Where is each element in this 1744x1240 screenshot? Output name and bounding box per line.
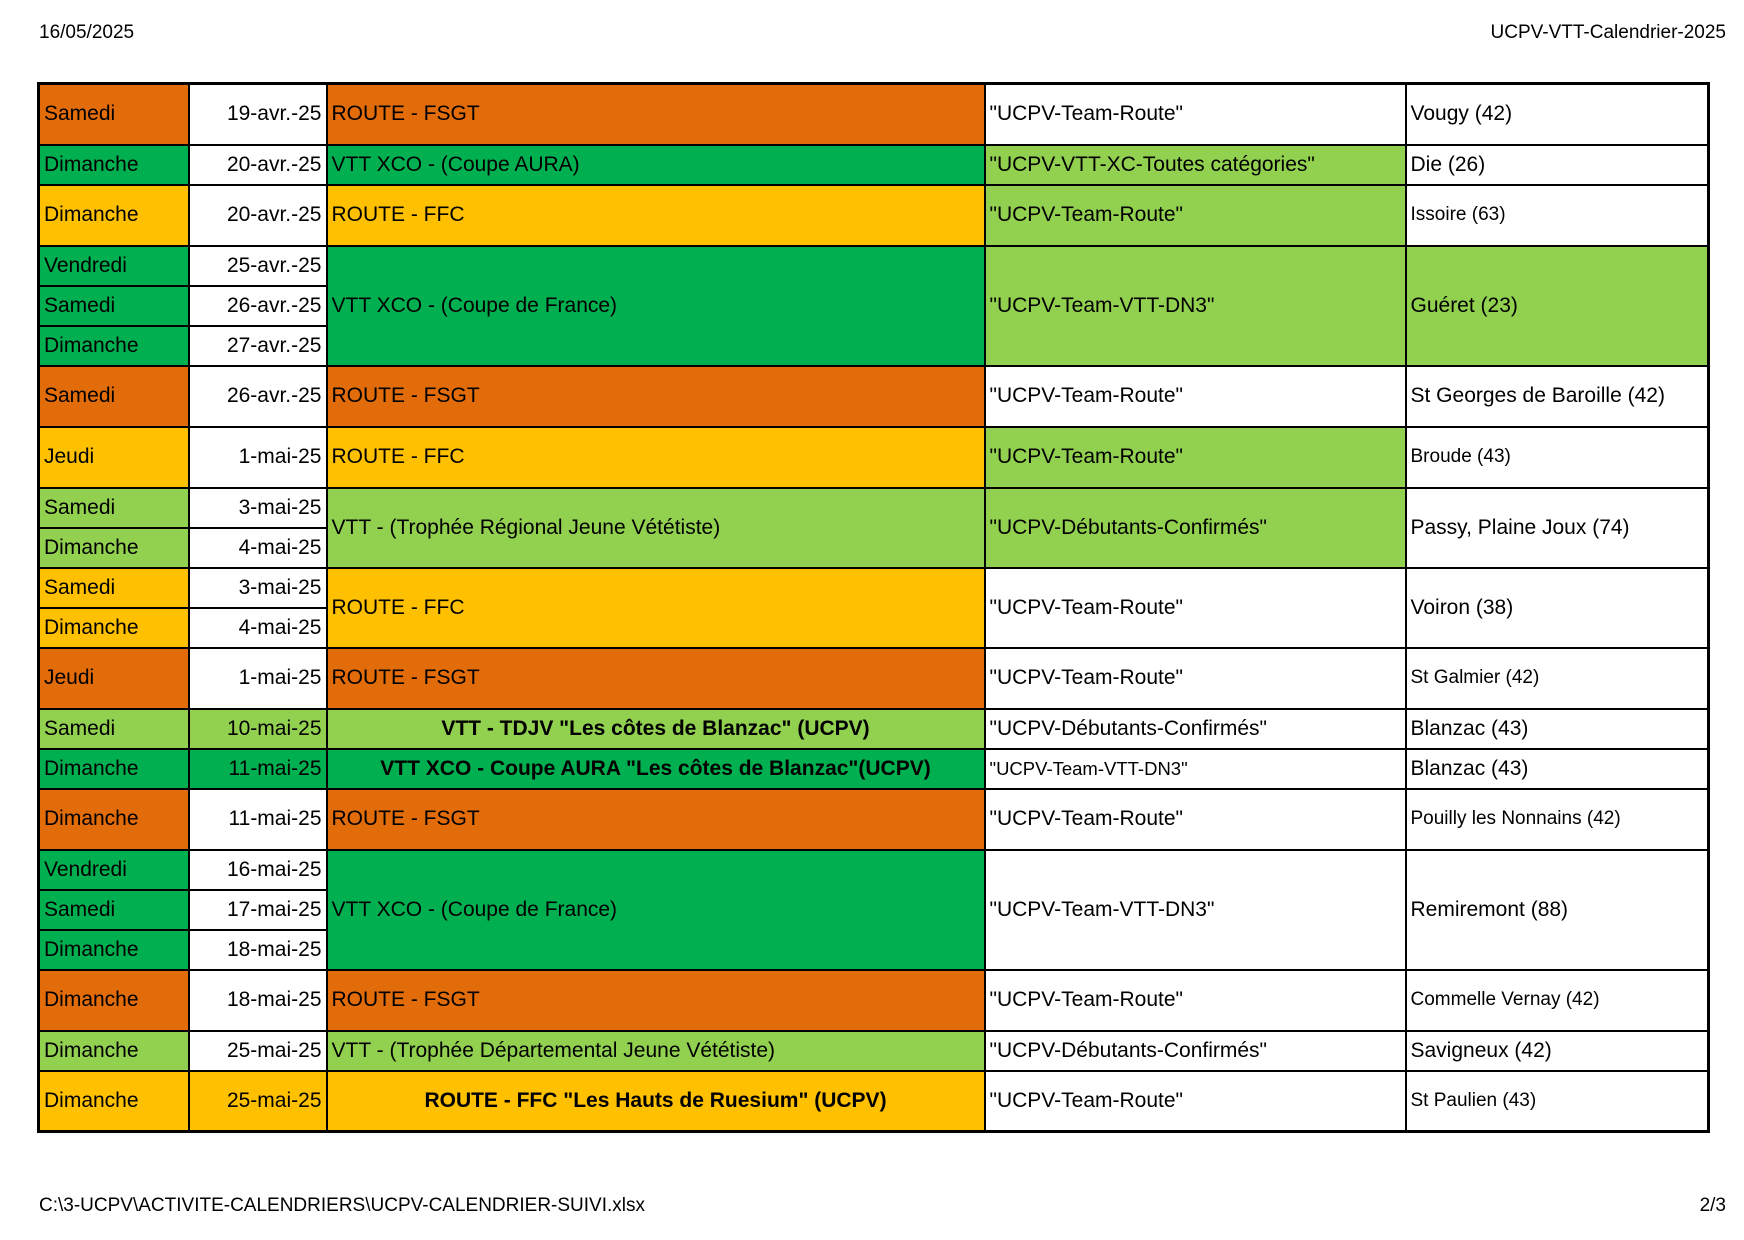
location-cell: Commelle Vernay (42) xyxy=(1406,970,1709,1031)
day-cell: Samedi xyxy=(39,890,189,930)
location-cell: Voiron (38) xyxy=(1406,568,1709,648)
location-cell: Vougy (42) xyxy=(1406,84,1709,145)
team-cell: "UCPV-Team-Route" xyxy=(985,648,1406,709)
table-row xyxy=(39,185,1709,246)
date-cell: 26-avr.-25 xyxy=(189,366,327,427)
team-cell: "UCPV-VTT-XC-Toutes catégories" xyxy=(985,145,1406,185)
location-cell: Guéret (23) xyxy=(1406,246,1709,366)
day-cell: Dimanche xyxy=(39,528,189,568)
location-cell: St Georges de Baroille (42) xyxy=(1406,366,1709,427)
date-cell: 25-mai-25 xyxy=(189,1071,327,1132)
team-cell: "UCPV-Team-Route" xyxy=(985,970,1406,1031)
table-row xyxy=(39,427,1709,488)
day-cell: Samedi xyxy=(39,84,189,145)
table-row xyxy=(39,789,1709,850)
date-cell: 3-mai-25 xyxy=(189,488,327,528)
team-cell: "UCPV-Team-Route" xyxy=(985,84,1406,145)
day-cell: Jeudi xyxy=(39,427,189,488)
day-cell: Dimanche xyxy=(39,145,189,185)
location-cell: Passy, Plaine Joux (74) xyxy=(1406,488,1709,568)
table-row xyxy=(39,709,1709,749)
table-row xyxy=(39,145,1709,185)
table-row xyxy=(39,488,1709,528)
event-cell: VTT XCO - (Coupe de France) xyxy=(327,246,985,366)
event-cell: ROUTE - FSGT xyxy=(327,789,985,850)
date-cell: 17-mai-25 xyxy=(189,890,327,930)
day-cell: Samedi xyxy=(39,709,189,749)
team-cell: "UCPV-Team-Route" xyxy=(985,1071,1406,1132)
day-cell: Dimanche xyxy=(39,1071,189,1132)
event-cell: ROUTE - FFC xyxy=(327,185,985,246)
table-row xyxy=(39,84,1709,145)
location-cell: Pouilly les Nonnains (42) xyxy=(1406,789,1709,850)
event-cell: ROUTE - FSGT xyxy=(327,970,985,1031)
event-cell: VTT - (Trophée Départemental Jeune Vététiste) xyxy=(327,1031,985,1071)
date-cell: 20-avr.-25 xyxy=(189,145,327,185)
table-row xyxy=(39,749,1709,789)
table-row xyxy=(39,648,1709,709)
location-cell: Savigneux (42) xyxy=(1406,1031,1709,1071)
day-cell: Dimanche xyxy=(39,930,189,970)
team-cell: "UCPV-Team-Route" xyxy=(985,427,1406,488)
day-cell: Dimanche xyxy=(39,1031,189,1071)
location-cell: Blanzac (43) xyxy=(1406,749,1709,789)
date-cell: 26-avr.-25 xyxy=(189,286,327,326)
event-cell: VTT - TDJV "Les côtes de Blanzac" (UCPV) xyxy=(327,709,985,749)
table-row xyxy=(39,1031,1709,1071)
team-cell: "UCPV-Débutants-Confirmés" xyxy=(985,709,1406,749)
day-cell: Samedi xyxy=(39,568,189,608)
day-cell: Dimanche xyxy=(39,749,189,789)
event-cell: ROUTE - FFC xyxy=(327,568,985,648)
event-cell: ROUTE - FFC xyxy=(327,427,985,488)
print-date: 16/05/2025 xyxy=(39,22,135,43)
day-cell: Samedi xyxy=(39,286,189,326)
day-cell: Dimanche xyxy=(39,608,189,648)
location-cell: St Galmier (42) xyxy=(1406,648,1709,709)
day-cell: Jeudi xyxy=(39,648,189,709)
date-cell: 4-mai-25 xyxy=(189,608,327,648)
date-cell: 16-mai-25 xyxy=(189,850,327,890)
location-cell: Broude (43) xyxy=(1406,427,1709,488)
day-cell: Dimanche xyxy=(39,789,189,850)
location-cell: Remiremont (88) xyxy=(1406,850,1709,970)
team-cell: "UCPV-Team-VTT-DN3" xyxy=(985,850,1406,970)
date-cell: 19-avr.-25 xyxy=(189,84,327,145)
date-cell: 25-avr.-25 xyxy=(189,246,327,286)
event-cell: ROUTE - FFC "Les Hauts de Ruesium" (UCPV) xyxy=(327,1071,985,1132)
day-cell: Samedi xyxy=(39,366,189,427)
event-cell: ROUTE - FSGT xyxy=(327,366,985,427)
calendar-table xyxy=(37,82,1710,1133)
event-cell: ROUTE - FSGT xyxy=(327,84,985,145)
date-cell: 27-avr.-25 xyxy=(189,326,327,366)
location-cell: Blanzac (43) xyxy=(1406,709,1709,749)
date-cell: 18-mai-25 xyxy=(189,970,327,1031)
table-row xyxy=(39,1071,1709,1132)
day-cell: Dimanche xyxy=(39,970,189,1031)
date-cell: 1-mai-25 xyxy=(189,648,327,709)
event-cell: VTT XCO - Coupe AURA "Les côtes de Blanzac"(UCPV) xyxy=(327,749,985,789)
event-cell: VTT - (Trophée Régional Jeune Vététiste) xyxy=(327,488,985,568)
day-cell: Vendredi xyxy=(39,850,189,890)
page-number: 2/3 xyxy=(1699,1195,1726,1216)
table-row xyxy=(39,568,1709,608)
date-cell: 1-mai-25 xyxy=(189,427,327,488)
team-cell: "UCPV-Team-Route" xyxy=(985,366,1406,427)
team-cell: "UCPV-Team-VTT-DN3" xyxy=(985,749,1406,789)
date-cell: 18-mai-25 xyxy=(189,930,327,970)
file-path: C:\3-UCPV\ACTIVITE-CALENDRIERS\UCPV-CALENDRIER-SUIVI.xlsx xyxy=(39,1195,645,1216)
location-cell: Die (26) xyxy=(1406,145,1709,185)
date-cell: 25-mai-25 xyxy=(189,1031,327,1071)
team-cell: "UCPV-Team-VTT-DN3" xyxy=(985,246,1406,366)
team-cell: "UCPV-Débutants-Confirmés" xyxy=(985,1031,1406,1071)
day-cell: Samedi xyxy=(39,488,189,528)
team-cell: "UCPV-Team-Route" xyxy=(985,568,1406,648)
table-row xyxy=(39,246,1709,286)
location-cell: Issoire (63) xyxy=(1406,185,1709,246)
team-cell: "UCPV-Team-Route" xyxy=(985,185,1406,246)
date-cell: 11-mai-25 xyxy=(189,789,327,850)
date-cell: 3-mai-25 xyxy=(189,568,327,608)
team-cell: "UCPV-Débutants-Confirmés" xyxy=(985,488,1406,568)
location-cell: St Paulien (43) xyxy=(1406,1071,1709,1132)
event-cell: VTT XCO - (Coupe de France) xyxy=(327,850,985,970)
day-cell: Dimanche xyxy=(39,326,189,366)
table-row xyxy=(39,366,1709,427)
team-cell: "UCPV-Team-Route" xyxy=(985,789,1406,850)
day-cell: Vendredi xyxy=(39,246,189,286)
day-cell: Dimanche xyxy=(39,185,189,246)
date-cell: 11-mai-25 xyxy=(189,749,327,789)
date-cell: 20-avr.-25 xyxy=(189,185,327,246)
date-cell: 4-mai-25 xyxy=(189,528,327,568)
table-row xyxy=(39,850,1709,890)
date-cell: 10-mai-25 xyxy=(189,709,327,749)
document-title: UCPV-VTT-Calendrier-2025 xyxy=(1490,22,1726,43)
table-row xyxy=(39,970,1709,1031)
event-cell: ROUTE - FSGT xyxy=(327,648,985,709)
event-cell: VTT XCO - (Coupe AURA) xyxy=(327,145,985,185)
